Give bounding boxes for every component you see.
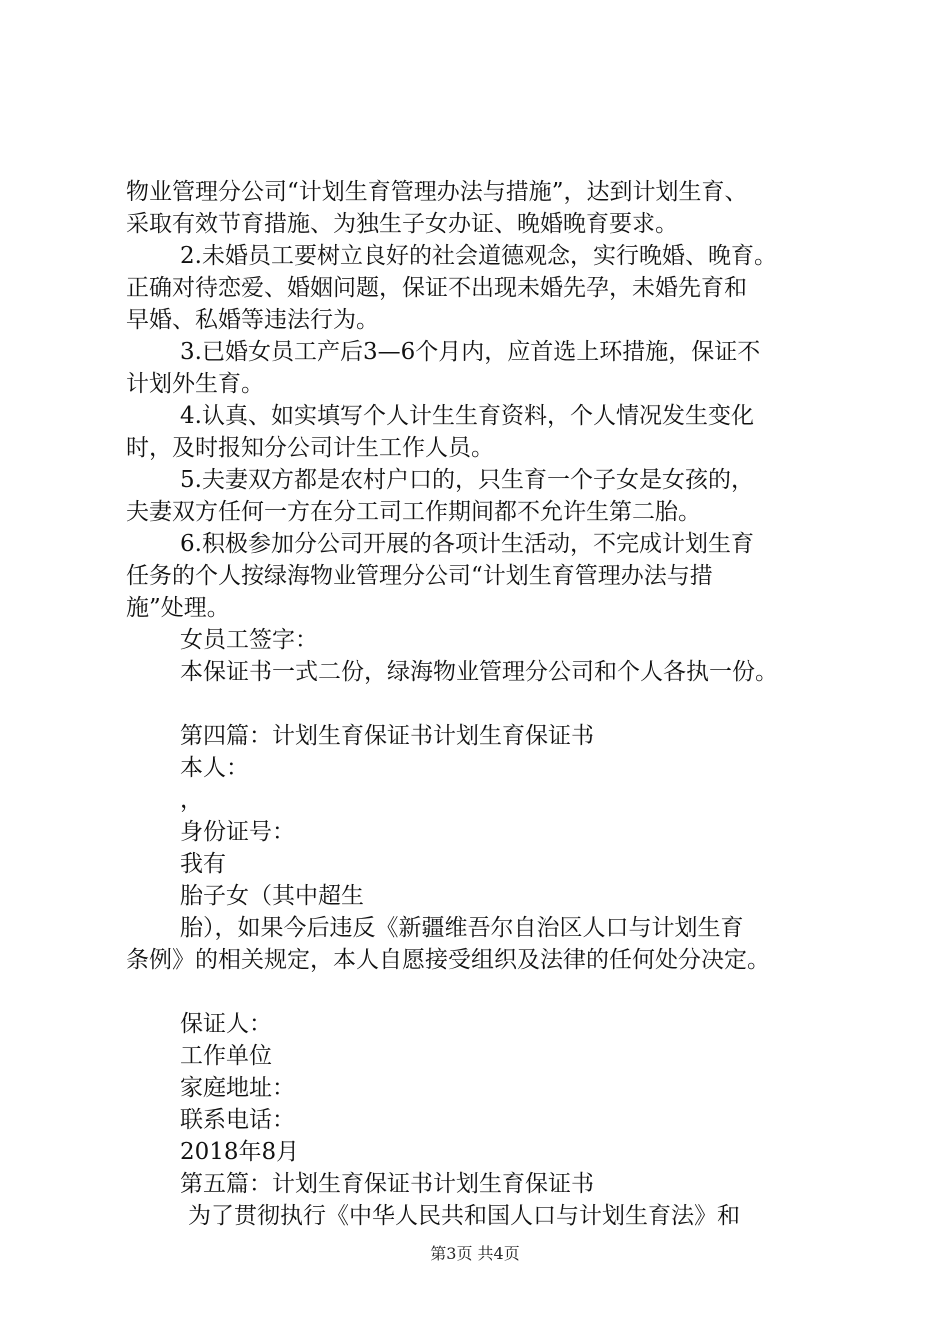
body-line: 本保证书一式二份，绿海物业管理分公司和个人各执一份。 [180,659,778,685]
body-line: 条例》的相关规定，本人自愿接受组织及法律的任何处分决定。 [126,947,770,973]
body-line: 胎），如果今后违反《新疆维吾尔自治区人口与计划生育 [180,915,744,941]
form-label-address: 家庭地址： [180,1075,295,1101]
spacer [126,976,846,1008]
body-line: 夫妻双方任何一方在分工司工作期间都不允许生第二胎。 [126,499,701,525]
form-label-have: 我有 [180,851,226,877]
body-line: 正确对待恋爱、婚姻问题，保证不出现未婚先孕，未婚先育和 [126,275,747,301]
list-item-3: 3.已婚女员工产后3—6个月内，应首选上环措施，保证不 [180,339,761,365]
form-label-self: 本人： [180,755,249,781]
form-label-children: 胎子女（其中超生 [180,883,364,909]
date-line: 2018年8月 [180,1139,300,1165]
section-heading: 第五篇：计划生育保证书计划生育保证书 [180,1171,594,1197]
form-comma: ， [180,787,203,813]
body-line: 时，及时报知分公司计生工作人员。 [126,435,494,461]
body-line: 任务的个人按绿海物业管理分公司“计划生育管理办法与措 [126,563,713,589]
body-line: 为了贯彻执行《中华人民共和国人口与计划生育法》和 [188,1203,740,1229]
form-label-id: 身份证号： [180,819,295,845]
body-line: 物业管理分公司“计划生育管理办法与措施”，达到计划生育、 [126,179,748,205]
form-label-phone: 联系电话： [180,1107,295,1133]
list-item-4: 4.认真、如实填写个人计生生育资料，个人情况发生变化 [180,403,754,429]
list-item-5: 5.夫妻双方都是农村户口的，只生育一个子女是女孩的， [180,467,754,493]
page-footer: 第3页 共4页 [430,1244,520,1263]
body-line: 采取有效节育措施、为独生子女办证、晚婚晚育要求。 [126,211,678,237]
form-label-workplace: 工作单位 [180,1043,272,1069]
list-item-6: 6.积极参加分公司开展的各项计生活动，不完成计划生育 [180,531,754,557]
body-line: 施”处理。 [126,595,230,621]
form-label-guarantor: 保证人： [180,1011,272,1037]
spacer [126,688,846,720]
document-body [126,176,846,1232]
list-item-2: 2.未婚员工要树立良好的社会道德观念，实行晚婚、晚育。 [180,243,777,269]
section-heading: 第四篇：计划生育保证书计划生育保证书 [180,723,594,749]
signature-label: 女员工签字： [180,627,318,653]
body-line: 计划外生育。 [126,371,264,397]
body-line: 早婚、私婚等违法行为。 [126,307,379,333]
